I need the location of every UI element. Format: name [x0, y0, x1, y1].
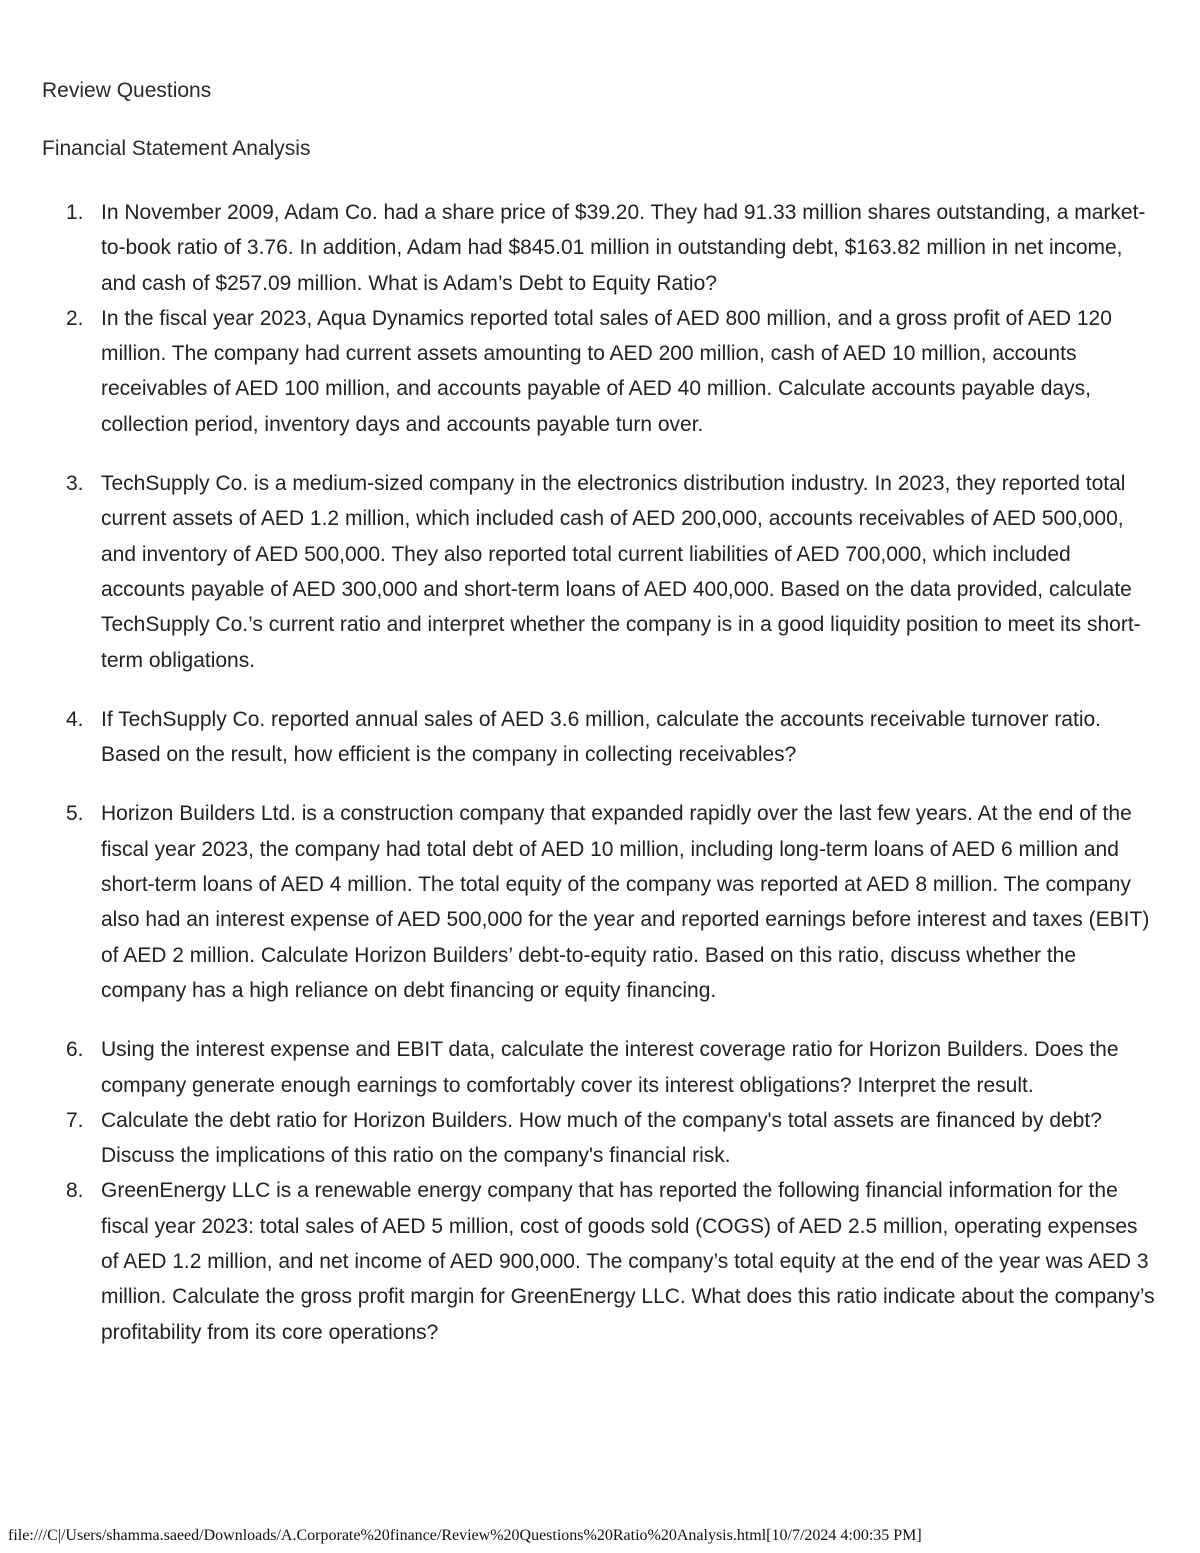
question-item-1: [0, 195, 1200, 301]
question-number: 5.: [66, 802, 84, 826]
question-item-5: [0, 796, 1200, 1008]
question-item-6: [0, 1032, 1200, 1103]
question-text: Using the interest expense and EBIT data, calculate the interest coverage ratio for Horizon Builders. Does the company generate enough earnings to comfortably cover its interest obligations? Interpret the result.: [101, 1038, 1119, 1097]
question-item-3: [0, 466, 1200, 678]
question-text: Horizon Builders Ltd. is a construction company that expanded rapidly over the last few years. At the end of the fiscal year 2023, the company had total debt of AED 10 million, including long-term loans of AED 6 million and short-term loans of AED 4 million. The total equity of the company was reported at AED 8 million. The company also had an interest expense of AED 500,000 for the year and reported earnings before interest and taxes (EBIT) of AED 2 million. Calculate Horizon Builders’ debt-to-equity ratio. Based on this ratio, discuss whether the company has a high reliance on debt financing or equity financing.: [101, 802, 1150, 1002]
question-item-2: [0, 301, 1200, 442]
question-number: 8.: [66, 1179, 84, 1203]
question-number: 6.: [66, 1038, 84, 1062]
question-text: GreenEnergy LLC is a renewable energy company that has reported the following financial information for the fiscal year 2023: total sales of AED 5 million, cost of goods sold (COGS) of AED 2.5 million, operating expenses of AED 1.2 million, and net income of AED 900,000. The company’s total equity at the end of the year was AED 3 million. Calculate the gross profit margin for GreenEnergy LLC. What does this ratio indicate about the company’s profitability from its core operations?: [101, 1179, 1155, 1344]
question-text: If TechSupply Co. reported annual sales of AED 3.6 million, calculate the accounts receivable turnover ratio. Based on the result, how efficient is the company in collecting receivables?: [101, 707, 1102, 767]
question-item-4: [0, 702, 1200, 773]
question-number: 4.: [66, 707, 84, 731]
question-number: 1.: [66, 201, 84, 224]
question-list: [0, 195, 1200, 1350]
question-text: Calculate the debt ratio for Horizon Builders. How much of the company's total assets are financed by debt? Discuss the implications of this ratio on the company's financial risk.: [101, 1108, 1102, 1168]
question-number: 3.: [66, 472, 84, 496]
section-heading: Financial Statement Analysis: [42, 137, 311, 160]
question-item-7: [0, 1103, 1200, 1174]
question-text: TechSupply Co. is a medium-sized company in the electronics distribution industry. In 2023, they reported total current assets of AED 1.2 million, which included cash of AED 200,000, accounts receivables of AED 500,000, and inventory of AED 500,000. They also reported total current liabilities of AED 700,000, which included accounts payable of AED 300,000 and short-term loans of AED 400,000. Based on the data provided, calculate TechSupply Co.’s current ratio and interpret whether the company is in a good liquidity position to meet its short-term obligations.: [101, 472, 1141, 672]
question-text: In the fiscal year 2023, Aqua Dynamics reported total sales of AED 800 million, and a gross profit of AED 120 million. The company had current assets amounting to AED 200 million, cash of AED 10 million, accounts receivables of AED 100 million, and accounts payable of AED 40 million. Calculate accounts payable days, collection period, inventory days and accounts payable turn over.: [101, 306, 1112, 436]
question-number: 7.: [66, 1108, 84, 1132]
question-item-8: [0, 1173, 1200, 1349]
question-number: 2.: [66, 306, 84, 330]
print-footer-url: file:///C|/Users/shamma.saeed/Downloads/A.Corporate%20finance/Review%20Questions%20Ratio%20Analysis.html[10/7/2024 4:00:35 PM]: [8, 1527, 922, 1544]
question-text: In November 2009, Adam Co. had a share price of $39.20. They had 91.33 million shares outstanding, a market-to-book ratio of 3.76. In addition, Adam had $845.01 million in outstanding debt, $163.82 million in net income, and cash of $257.09 million. What is Adam’s Debt to Equity Ratio?: [101, 201, 1146, 295]
page-title: Review Questions: [42, 79, 212, 102]
